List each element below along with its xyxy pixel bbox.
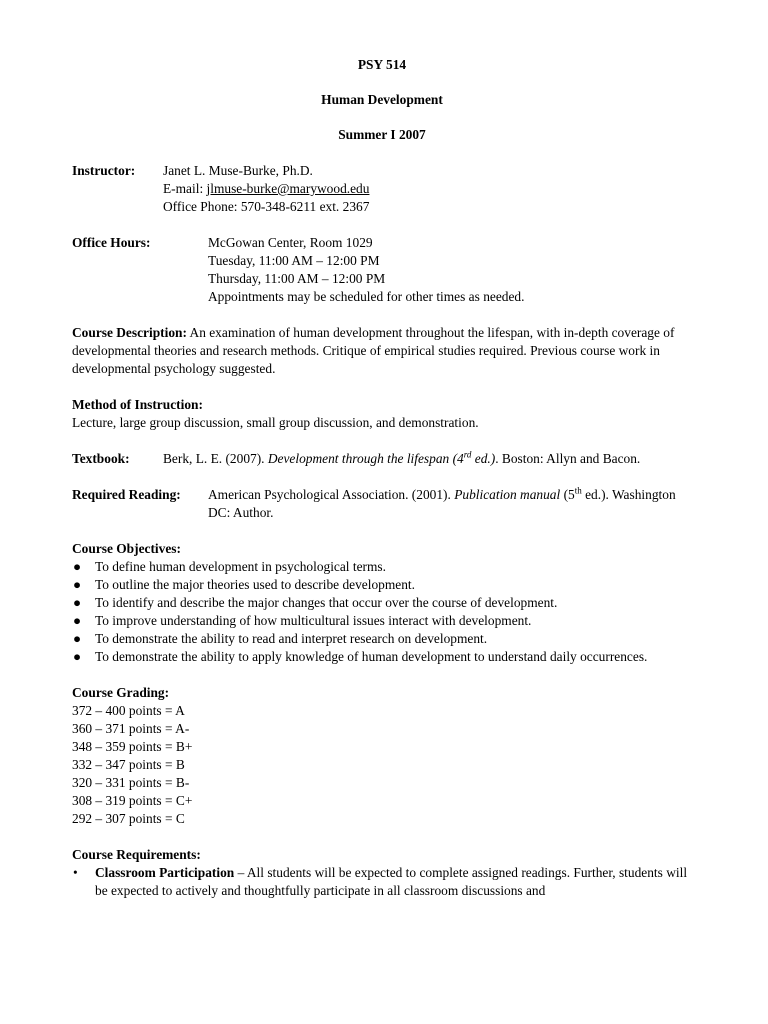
- bullet-icon: •: [73, 865, 78, 880]
- list-item: [72, 594, 692, 612]
- objective-text: To demonstrate the ability to apply knowledge of human development to understand daily occurrences.: [95, 649, 648, 664]
- syllabus-page: [72, 56, 692, 900]
- grade-line: 332 – 347 points = B: [72, 757, 185, 772]
- reading-author: American Psychological Association. (2001).: [208, 487, 455, 502]
- requirement-text: [95, 864, 692, 900]
- instructor-details: [163, 162, 369, 216]
- instructor-phone: Office Phone: 570-348-6211 ext. 2367: [163, 199, 370, 214]
- requirement-description: – All students will be expected to complete assigned readings. Further, students will be expected to actively and thoughtfully participate in all classroom discussions and: [95, 865, 688, 898]
- list-item: [72, 576, 692, 594]
- instructor-section: [72, 162, 692, 216]
- email-link[interactable]: jlmuse-burke@marywood.edu: [206, 181, 370, 196]
- objectives-section: [72, 540, 692, 666]
- reading-publisher: ed.). Washington DC: Author.: [208, 487, 676, 520]
- grade-line: 320 – 331 points = B-: [72, 775, 190, 790]
- requirements-list: [72, 864, 692, 900]
- textbook-citation: [163, 450, 640, 468]
- objective-text: To improve understanding of how multicultural issues interact with development.: [95, 613, 532, 628]
- textbook-section: [72, 450, 692, 468]
- required-reading-section: [72, 486, 692, 522]
- instructor-email-line: [163, 180, 369, 198]
- grade-line: 292 – 307 points = C: [72, 811, 185, 826]
- objectives-label: Course Objectives:: [72, 541, 181, 556]
- grade-line: 372 – 400 points = A: [72, 703, 185, 718]
- list-item: [72, 612, 692, 630]
- office-hours-line: Appointments may be scheduled for other times as needed.: [208, 289, 525, 304]
- textbook-title-end: ed.): [471, 451, 496, 466]
- list-item: [72, 630, 692, 648]
- course-description-section: [72, 324, 692, 378]
- objective-text: To identify and describe the major changes that occur over the course of development.: [95, 595, 558, 610]
- textbook-author: Berk, L. E. (2007).: [163, 451, 268, 466]
- grade-line: 348 – 359 points = B+: [72, 739, 193, 754]
- office-hours-label: Office Hours:: [72, 235, 151, 250]
- course-description-label: Course Description:: [72, 325, 187, 340]
- method-label: Method of Instruction:: [72, 397, 203, 412]
- method-section: [72, 396, 692, 432]
- requirements-section: [72, 846, 692, 900]
- email-prefix: E-mail:: [163, 181, 207, 196]
- list-item: [72, 558, 692, 576]
- course-term: Summer I 2007: [338, 127, 426, 142]
- course-name: Human Development: [321, 92, 443, 107]
- office-hours-line: McGowan Center, Room 1029: [208, 235, 373, 250]
- requirements-label: Course Requirements:: [72, 847, 201, 862]
- grading-label: Course Grading:: [72, 685, 170, 700]
- grading-section: [72, 684, 692, 828]
- office-hours-section: [72, 234, 692, 306]
- grade-line: 308 – 319 points = C+: [72, 793, 193, 808]
- required-reading-label: Required Reading:: [72, 487, 181, 502]
- bullet-icon: ●: [73, 577, 82, 592]
- textbook-title: [268, 451, 495, 466]
- office-hours-line: Tuesday, 11:00 AM – 12:00 PM: [208, 253, 380, 268]
- textbook-title-text: Development through the lifespan (4: [267, 451, 464, 466]
- instructor-name: Janet L. Muse-Burke, Ph.D.: [163, 163, 313, 178]
- list-item: [72, 648, 692, 666]
- objectives-list: [72, 558, 692, 666]
- course-code: PSY 514: [357, 57, 407, 72]
- reading-edition-sup: th: [574, 485, 582, 496]
- required-reading-citation: [208, 486, 692, 522]
- bullet-icon: ●: [73, 559, 82, 574]
- grade-line: 360 – 371 points = A-: [72, 721, 190, 736]
- textbook-edition-sup: rd: [463, 449, 472, 460]
- course-description-text: An examination of human development throughout the lifespan, with in-depth coverage of developmental theories and research methods. Critique of empirical studies required. Previous course work in developmental psychology suggested.: [72, 325, 675, 376]
- reading-edition: (5: [560, 487, 575, 502]
- office-hours-details: [208, 234, 524, 306]
- textbook-publisher: . Boston: Allyn and Bacon.: [495, 451, 641, 466]
- bullet-icon: ●: [73, 631, 82, 646]
- bullet-icon: ●: [73, 649, 82, 664]
- requirement-title: Classroom Participation: [95, 865, 235, 880]
- textbook-label: Textbook:: [72, 451, 130, 466]
- instructor-label: Instructor:: [72, 163, 136, 178]
- bullet-icon: ●: [73, 595, 82, 610]
- reading-title: Publication manual: [454, 487, 561, 502]
- objective-text: To outline the major theories used to describe development.: [95, 577, 415, 592]
- office-hours-line: Thursday, 11:00 AM – 12:00 PM: [208, 271, 386, 286]
- list-item: [72, 864, 692, 900]
- bullet-icon: ●: [73, 613, 82, 628]
- objective-text: To demonstrate the ability to read and interpret research on development.: [95, 631, 488, 646]
- objective-text: To define human development in psychological terms.: [95, 559, 386, 574]
- method-text: Lecture, large group discussion, small group discussion, and demonstration.: [72, 415, 479, 430]
